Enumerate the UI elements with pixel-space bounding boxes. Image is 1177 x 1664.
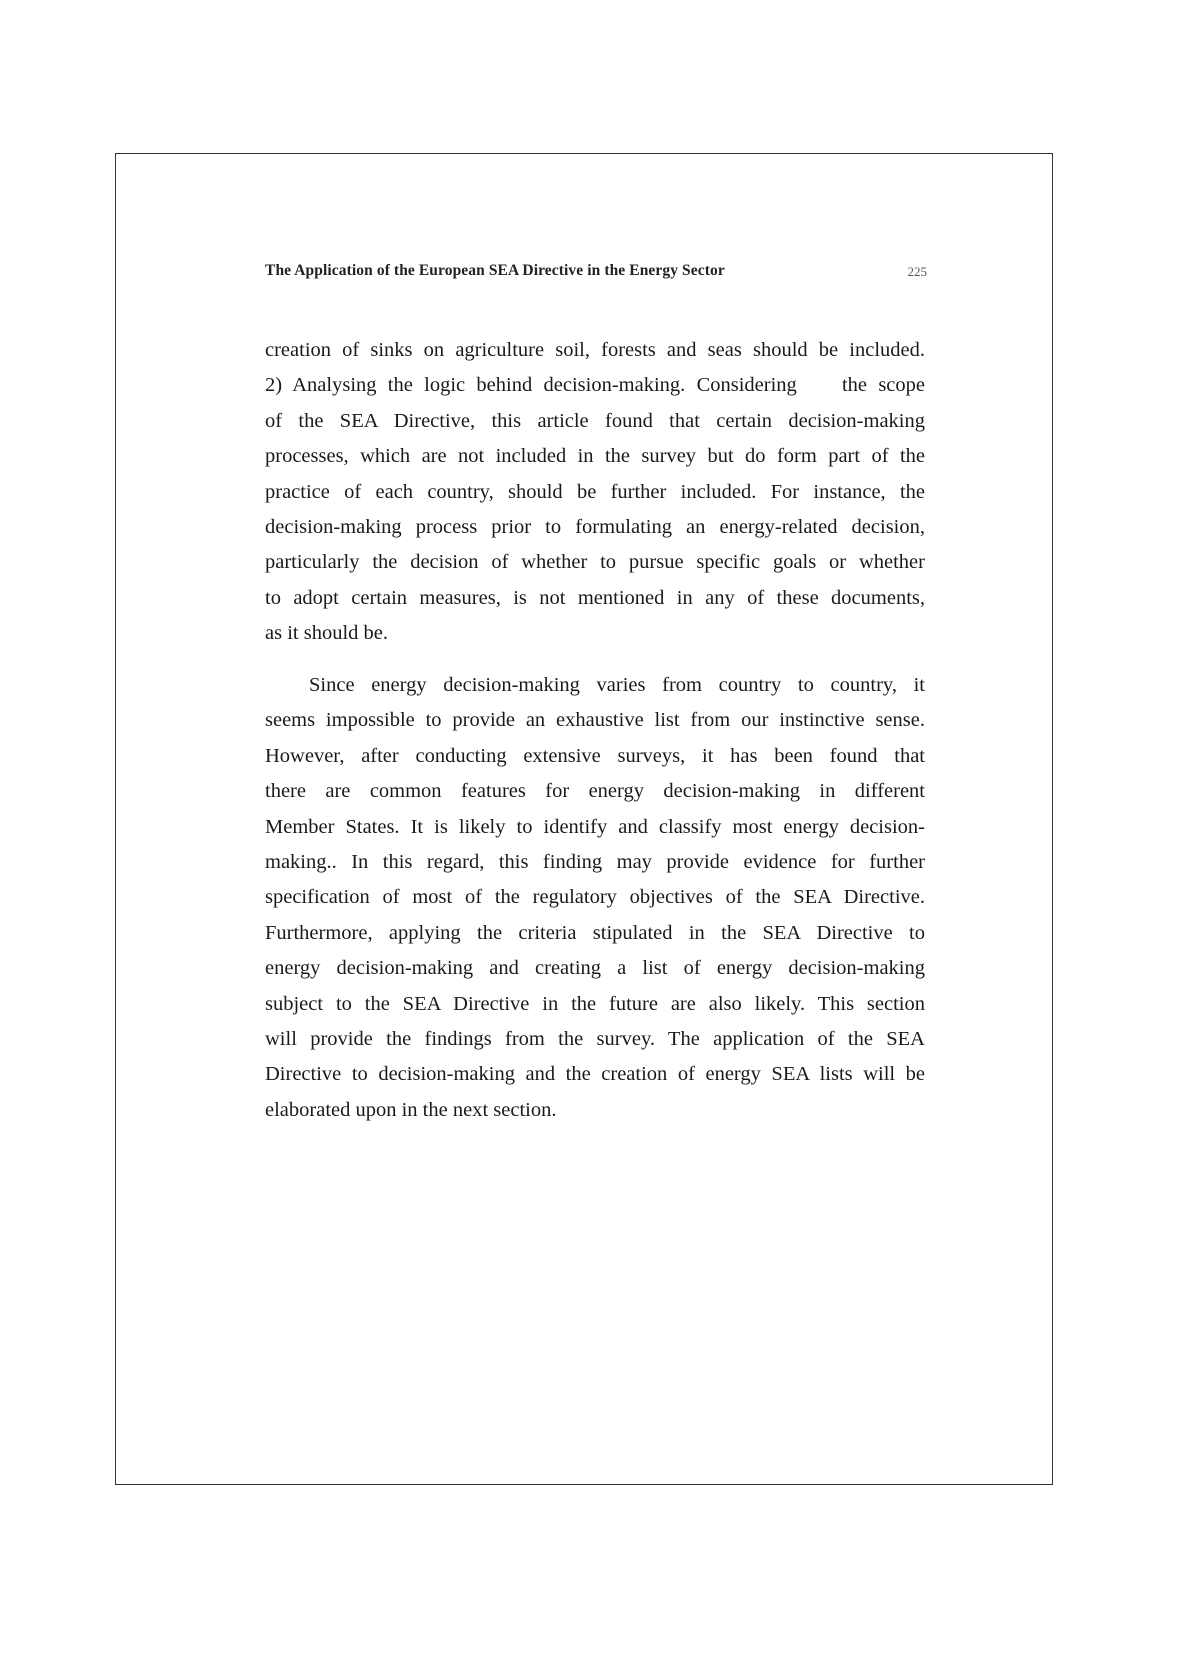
text-line: specification of most of the regulatory objectives of the SEA Directive.: [265, 886, 925, 909]
text-line: seems impossible to provide an exhaustive list from our instinctive sense.: [265, 709, 925, 732]
text-line: Furthermore, applying the criteria stipulated in the SEA Directive to: [265, 921, 925, 944]
text-line: subject to the SEA Directive in the future are also likely. This section: [265, 992, 925, 1015]
text-line: creation of sinks on agriculture soil, forests and seas should be included.: [265, 339, 925, 361]
text-line: Directive to decision-making and the creation of energy SEA lists will be: [265, 1063, 925, 1086]
text-line: particularly the decision of whether to pursue specific goals or whether: [265, 551, 925, 574]
text-line: elaborated upon in the next section.: [265, 1098, 557, 1121]
text-line: energy decision-making and creating a list of energy decision-making: [265, 957, 925, 980]
text-line: However, after conducting extensive surveys, it has been found that: [265, 744, 925, 767]
text-line: will provide the findings from the survey. The application of the SEA: [265, 1027, 925, 1050]
paragraph-2: [265, 668, 925, 1128]
text-line: to adopt certain measures, is not mentioned in any of these documents,: [265, 586, 925, 609]
page-number: 225: [907, 264, 927, 279]
text-line: making.. In this regard, this finding may provide evidence for further: [265, 850, 925, 873]
running-head-title: The Application of the European SEA Directive in the Energy Sector: [265, 262, 725, 279]
text-line: Member States. It is likely to identify and classify most energy decision-: [265, 815, 925, 838]
text-line: Since energy decision-making varies from country to country, it: [309, 674, 925, 696]
text-line: decision-making process prior to formulating an energy-related decision,: [265, 515, 925, 538]
text-line: as it should be.: [265, 622, 388, 645]
text-line: processes, which are not included in the survey but do form part of the: [265, 445, 925, 468]
paragraph-1: [265, 333, 925, 652]
text-line: practice of each country, should be further included. For instance, the: [265, 480, 925, 503]
text-line: there are common features for energy decision-making in different: [265, 780, 925, 803]
text-line: of the SEA Directive, this article found that certain decision-making: [265, 409, 925, 432]
text-line: 2) Analysing the logic behind decision-making. Considering the scope: [265, 374, 925, 397]
